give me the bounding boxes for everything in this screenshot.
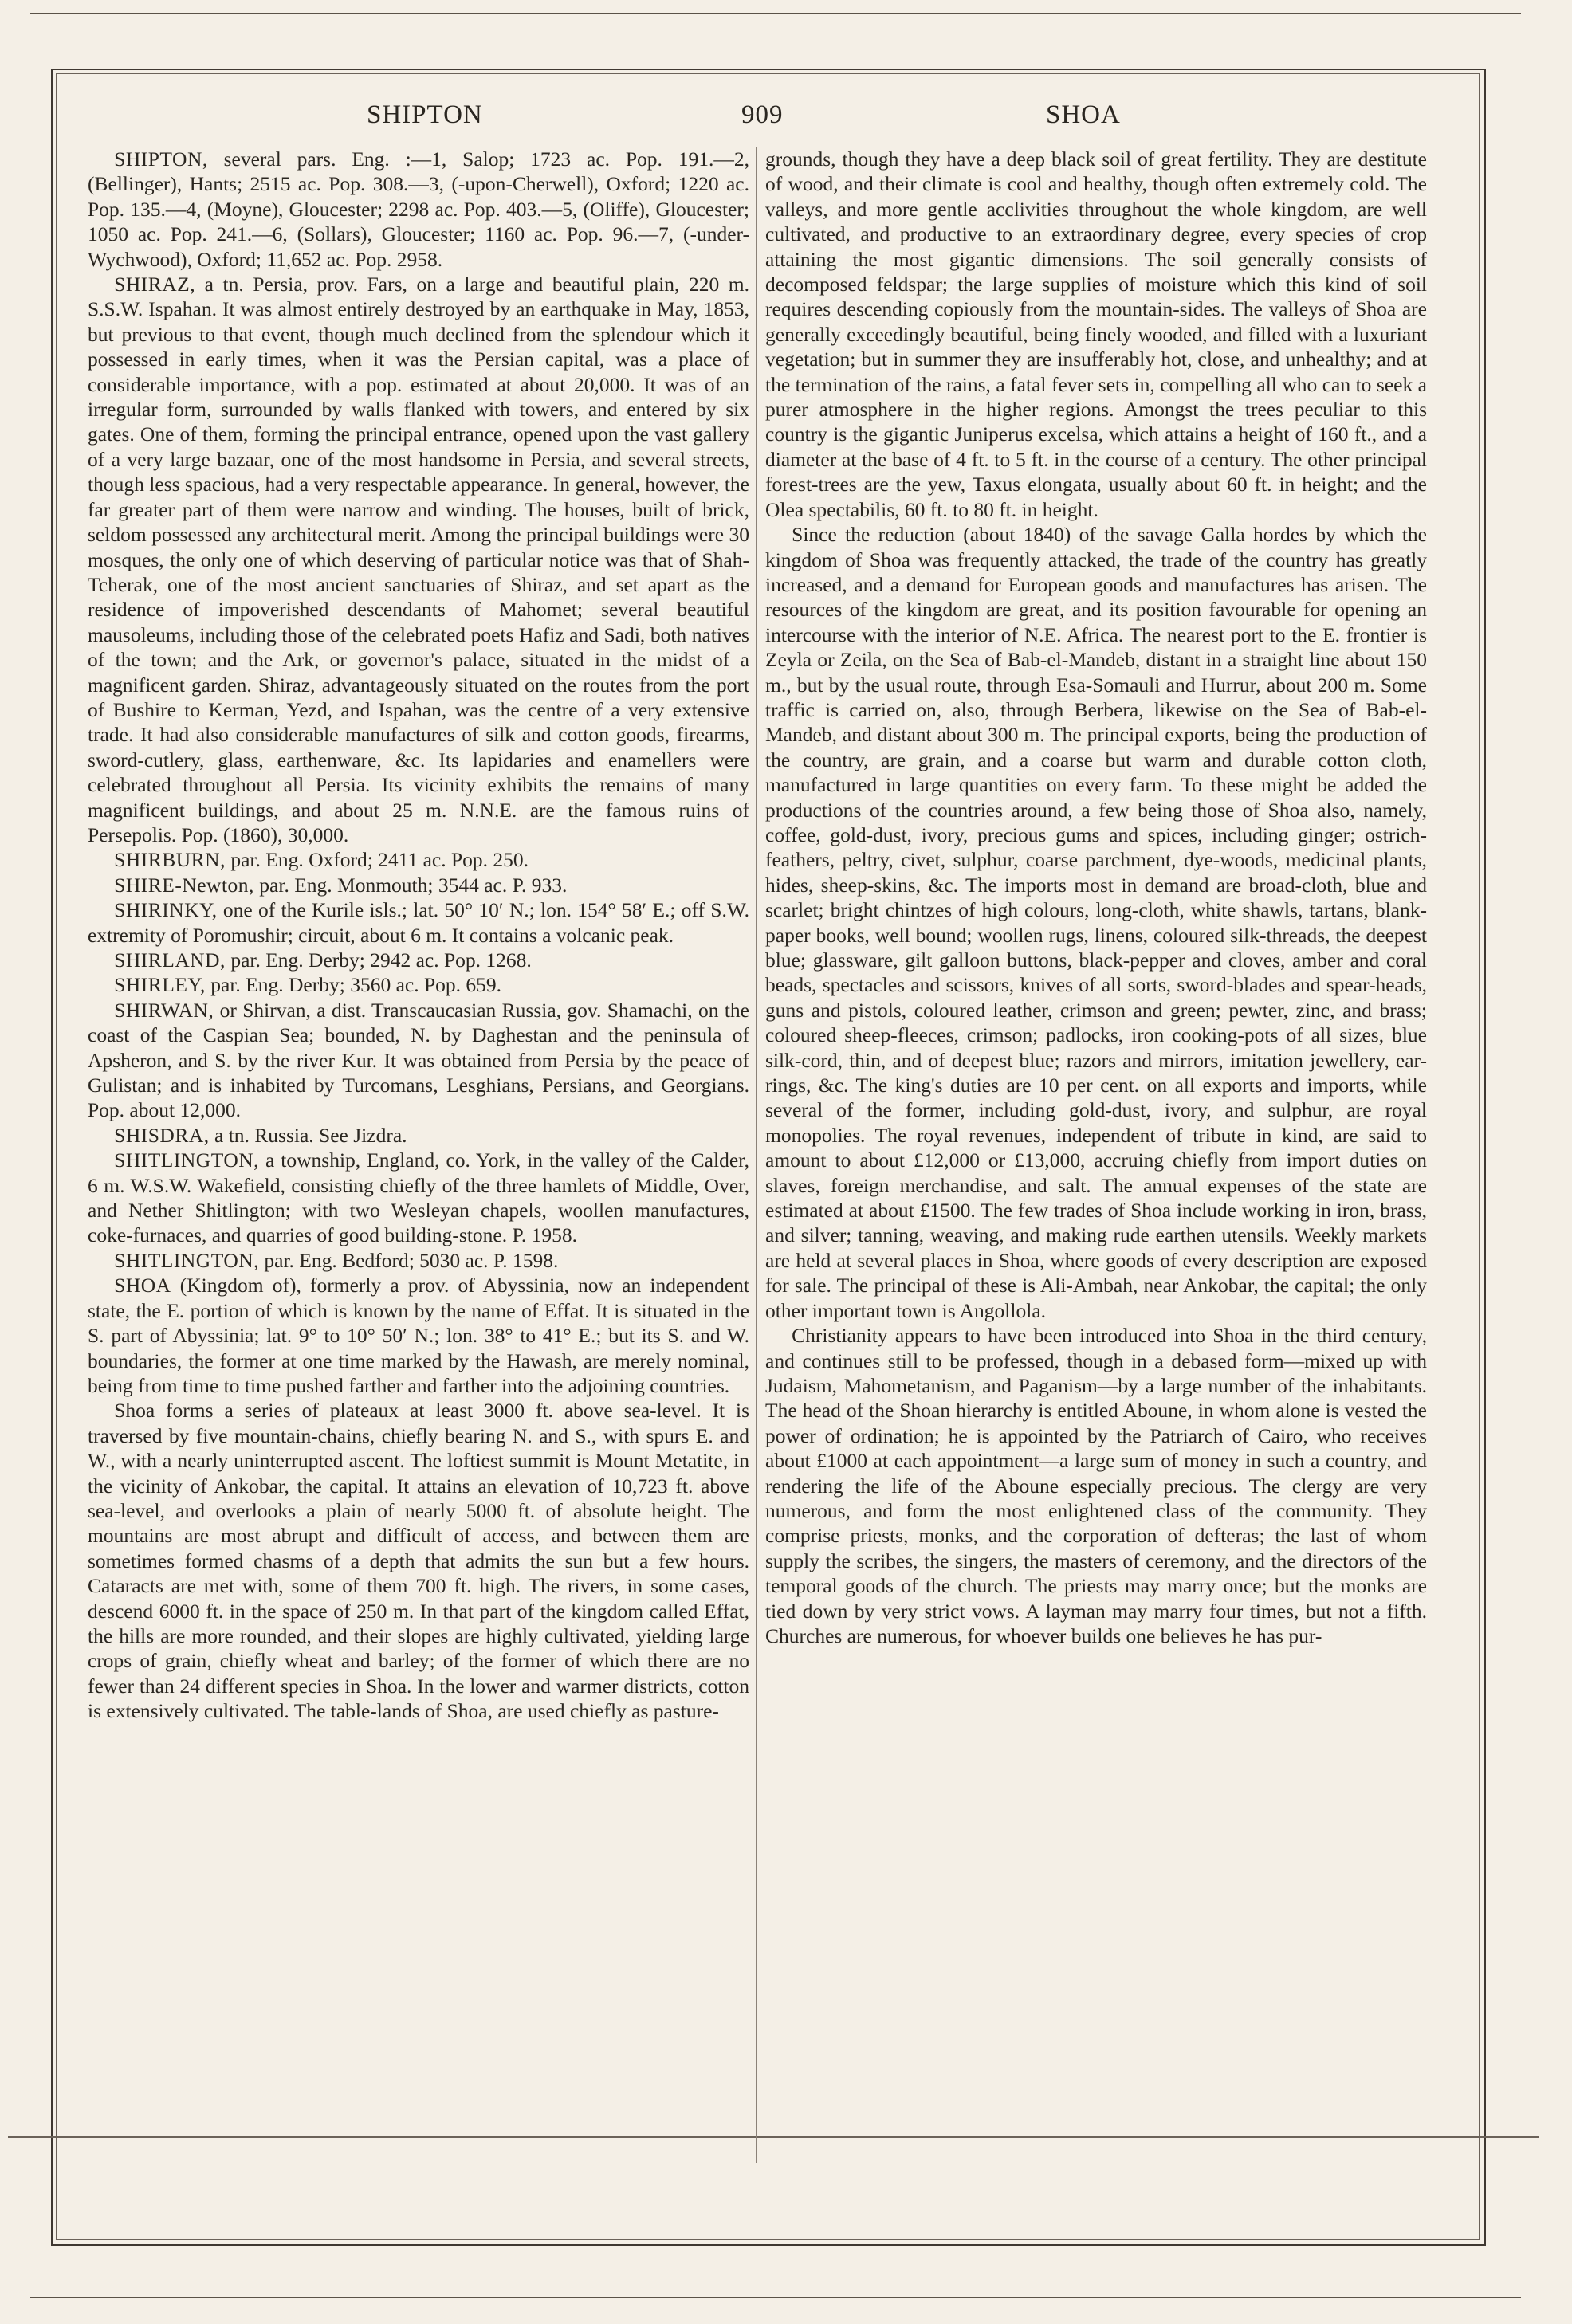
left-column-paragraph: [88, 147, 749, 272]
entry-text: a township, England, co. York, in the valley of the Calder, 6 m. W.S.W. Wakefield, consisting chiefly of the three hamlets of Middle, Over, and Nether Shitlington; with two Wesleyan chapels, woollen manufactures, coke-furnaces, and quarries of good building-stone. P. 1958.: [88, 1148, 749, 1247]
entry-headword: SHIRAZ,: [114, 273, 196, 296]
left-column-paragraph: [88, 1273, 749, 1398]
left-column-paragraph: [88, 873, 749, 897]
right-column-paragraph: [765, 1323, 1427, 1648]
entry-headword: SHIPTON,: [114, 147, 208, 171]
entry-text: par. Eng. Monmouth; 3544 ac. P. 933.: [253, 873, 568, 897]
entry-text: Since the reduction (about 1840) of the savage Galla hordes by which the kingdom of Shoa was frequently attacked, the trade of the country has greatly increased, and a demand for European goods and manufactures has arisen. The resources of the kingdom are great, and its position favourable for opening an intercourse with the interior of N.E. Africa. The nearest port to the E. frontier is Zeyla or Zeila, on the Sea of Bab-el-Mandeb, distant in a straight line about 150 m., but by the usual route, through Esa-Somauli and Hurrur, about 200 m. Some traffic is carried on, also, through Berbera, likewise on the Sea of Bab-el-Mandeb, and distant about 300 m. The principal exports, being the production of the country, are grain, and a coarse but warm and durable cotton cloth, manufactured in large quantities on every farm. To these might be added the productions of the countries around, a few being those of Shoa also, namely, coffee, gold-dust, ivory, precious gums and spices, including ginger; ostrich-feathers, peltry, civet, sulphur, coarse parchment, dye-woods, medicinal plants, hides, sheep-skins, &c. The imports most in demand are broad-cloth, blue and scarlet; bright chintzes of high colours, long-cloth, white shawls, tartans, blank-paper books, well bound; woollen rugs, linens, coloured silk-threads, the deepest blue; glassware, gilt galloon buttons, black-pepper and cloves, amber and coral beads, spectacles and scissors, knives of all sorts, sword-blades and spear-heads, guns and pistols, coloured leather, crimson and green; pewter, zinc, and brass; coloured sheep-fleeces, crimson; padlocks, iron cooking-pots of all sizes, blue silk-cord, thin, and of deepest blue; razors and mirrors, imitation jewellery, ear-rings, &c. The king's duties are 10 per cent. on all exports and imports, while several of the former, including gold-dust, ivory, and sulphur, are royal monopolies. The royal revenues, independent of tribute in kind, are said to amount to about £12,000 or £13,000, accruing chiefly from import duties on slaves, foreign merchandise, and salt. The annual expenses of the state are estimated at about £1500. The few trades of Shoa include working in iron, brass, and silver; tanning, weaving, and making rude earthen utensils. Weekly markets are held at several places in Shoa, where goods of every description are exposed for sale. The principal of these is Ali-Ambah, near Ankobar, the capital; the only other important town is Angollola.: [765, 523, 1427, 1322]
entry-headword: SHIRINKY,: [114, 898, 218, 922]
column-divider: [756, 147, 757, 2163]
entry-headword: SHOA: [114, 1274, 171, 1297]
left-column-paragraph: [88, 847, 749, 872]
entry-text: several pars. Eng. :—1, Salop; 1723 ac. Pop. 191.—2, (Bellinger), Hants; 2515 ac. Pop. 308.—3, (-upon-Cherwell), Oxford; 1220 ac. Pop. 135.—4, (Moyne), Gloucester; 2298 ac. Pop. 403.—5, (Oliffe), Gloucester; 1050 ac. Pop. 241.—6, (Sollars), Gloucester; 1160 ac. Pop. 96.—7, (-under-Wychwood), Oxford; 11,652 ac. Pop. 2958.: [88, 147, 749, 271]
left-column-paragraph: [88, 272, 749, 847]
right-column: [765, 147, 1427, 1648]
page-number: 909: [741, 100, 784, 129]
left-column-paragraph: [88, 948, 749, 972]
right-column-paragraph: [765, 147, 1427, 522]
left-column-paragraph: [88, 1248, 749, 1273]
entry-headword: SHIRLEY,: [114, 973, 206, 997]
header-left-word: SHIPTON: [367, 100, 483, 129]
left-column: [88, 147, 749, 1724]
left-column-paragraph: [88, 897, 749, 948]
left-column-paragraph: [88, 1398, 749, 1723]
entry-text: par. Eng. Derby; 3560 ac. Pop. 659.: [205, 973, 502, 997]
entry-headword: SHISDRA,: [114, 1123, 210, 1147]
left-column-paragraph: [88, 998, 749, 1123]
entry-text: grounds, though they have a deep black soil of great fertility. They are destitute of wood, and their climate is cool and healthy, though often extremely cold. The valleys, and more gentle acclivities throughout the whole kingdom, are well cultivated, and productive to an extraordinary degree, every species of crop attaining the most gigantic dimensions. The soil generally consists of decomposed feldspar; the large supplies of moisture which this kind of soil requires descending copiously from the mountain-sides. The valleys of Shoa are generally exceedingly beautiful, being finely wooded, and filled with a luxuriant vegetation; but in summer they are insufferably hot, close, and unhealthy; and at the termination of the rains, a fatal fever sets in, compelling all who can to seek a purer atmosphere in the higher regions. Amongst the trees peculiar to this country is the gigantic Juniperus excelsa, which attains a height of 160 ft., and a diameter at the base of 4 ft. to 5 ft. in the course of a century. The other principal forest-trees are the yew, Taxus elongata, usually about 60 ft. in height; and the Olea spectabilis, 60 ft. to 80 ft. in height.: [765, 147, 1427, 521]
entry-text: Christianity appears to have been introduced into Shoa in the third century, and continues still to be professed, though in a debased form—mixed up with Judaism, Mahometanism, and Paganism—by a large number of the inhabitants. The head of the Shoan hierarchy is entitled Aboune, in whom alone is vested the power of ordination; he is appointed by the Patriarch of Cairo, who receives about £1000 at each appointment—a large sum of money in such a country, and rendering the life of the Aboune especially precious. The clergy are very numerous, and form the most enlightened class of the community. They comprise priests, monks, and the corporation of defteras; the last of whom supply the scribes, the singers, the masters of ceremony, and the directors of the temporal goods of the church. The priests may marry once; but the monks are tied down by very strict vows. A layman may marry four times, but not a fifth. Churches are numerous, for whoever builds one believes he has pur-: [765, 1324, 1427, 1647]
entry-text: (Kingdom of), formerly a prov. of Abyssinia, now an independent state, the E. portion of which is known by the name of Effat. It is situated in the S. part of Abyssinia; lat. 9° to 10° 50′ N.; lon. 38° to 41° E.; but its S. and W. boundaries, the former at one time marked by the Hawash, are merely nominal, being from time to time pushed farther and farther into the adjoining countries.: [88, 1274, 749, 1397]
entry-text: one of the Kurile isls.; lat. 50° 10′ N.; lon. 154° 58′ E.; off S.W. extremity of Poromushir; circuit, about 6 m. It contains a volcanic peak.: [88, 898, 749, 947]
running-header: [136, 100, 1436, 140]
entry-text: par. Eng. Bedford; 5030 ac. P. 1598.: [259, 1248, 559, 1272]
entry-headword: SHITLINGTON,: [114, 1248, 260, 1272]
right-column-paragraph: [765, 522, 1427, 1323]
entry-headword: SHIRLAND,: [114, 948, 226, 972]
entry-text: or Shirvan, a dist. Transcaucasian Russia, gov. Shamachi, on the coast of the Caspian Sea; bounded, N. by Daghestan and the peninsula of Apsheron, and S. by the river Kur. It was obtained from Persia by the peace of Gulistan; and is inhabited by Turcomans, Lesghians, Persians, and Georgians. Pop. about 12,000.: [88, 998, 749, 1122]
left-column-paragraph: [88, 972, 749, 997]
left-column-paragraph: [88, 1148, 749, 1248]
entry-text: par. Eng. Derby; 2942 ac. Pop. 1268.: [225, 948, 532, 972]
header-right-word: SHOA: [1046, 100, 1121, 129]
entry-text: a tn. Persia, prov. Fars, on a large and beautiful plain, 220 m. S.S.W. Ispahan. It was almost entirely destroyed by an earthquake in May, 1853, but previous to that event, though much declined from the splendour which it possessed in early times, when it was the Persian capital, was a place of considerable importance, with a pop. estimated at about 20,000. It was of an irregular form, surrounded by walls flanked with towers, and entered by six gates. One of them, forming the principal entrance, opened upon the vast gallery of a very large bazaar, one of the most handsome in Persia, and several streets, though less spacious, had a very respectable appearance. In general, however, the far greater part of them were narrow and winding. The houses, built of brick, seldom possessed any architectural merit. Among the principal buildings were 30 mosques, the only one of which deserving of particular notice was that of Shah-Tcherak, one of the most ancient sanctuaries of Shiraz, and set apart as the residence of impoverished descendants of Mahomet; several beautiful mausoleums, including those of the celebrated poets Hafiz and Sadi, both natives of the town; and the Ark, or governor's palace, situated in the midst of a magnificent garden. Shiraz, advantageously situated on the routes from the port of Bushire to Kerman, Yezd, and Ispahan, was the centre of a very extensive trade. It had also considerable manufactures of silk and cotton goods, firearms, sword-cutlery, glass, earthenware, &c. Its lapidaries and enamellers were celebrated throughout all Persia. Its vicinity exhibits the remains of many magnificent buildings, and about 25 m. N.N.E. are the famous ruins of Persepolis. Pop. (1860), 30,000.: [88, 273, 749, 846]
entry-headword: SHIRE-Newton,: [114, 873, 254, 897]
left-column-paragraph: [88, 1123, 749, 1148]
entry-text: par. Eng. Oxford; 2411 ac. Pop. 250.: [225, 848, 529, 872]
page-bottom-rule: [8, 2136, 1539, 2138]
entry-text: a tn. Russia. See Jizdra.: [209, 1123, 407, 1147]
entry-headword: SHIRBURN,: [114, 848, 226, 872]
entry-headword: SHIRWAN,: [114, 998, 214, 1022]
entry-text: Shoa forms a series of plateaux at least 3000 ft. above sea-level. It is traversed by five mountain-chains, chiefly bearing N. and S., with spurs E. and W., with a nearly uninterrupted ascent. The loftiest summit is Mount Metatite, in the vicinity of Ankobar, the capital. It attains an elevation of 10,723 ft. above sea-level, and overlooks a plain of nearly 5000 ft. of absolute height. The mountains are most abrupt and difficult of access, and between them are sometimes formed chasms of a depth that admits the sun but a few hours. Cataracts are met with, some of them 700 ft. high. The rivers, in some cases, descend 6000 ft. in the space of 250 m. In that part of the kingdom called Effat, the hills are more rounded, and their slopes are highly cultivated, yielding large crops of grain, chiefly wheat and barley; of the former of which there are no fewer than 24 different species in Shoa. In the lower and warmer districts, cotton is extensively cultivated. The table-lands of Shoa, are used chiefly as pasture-: [88, 1399, 749, 1723]
entry-headword: SHITLINGTON,: [114, 1148, 260, 1172]
